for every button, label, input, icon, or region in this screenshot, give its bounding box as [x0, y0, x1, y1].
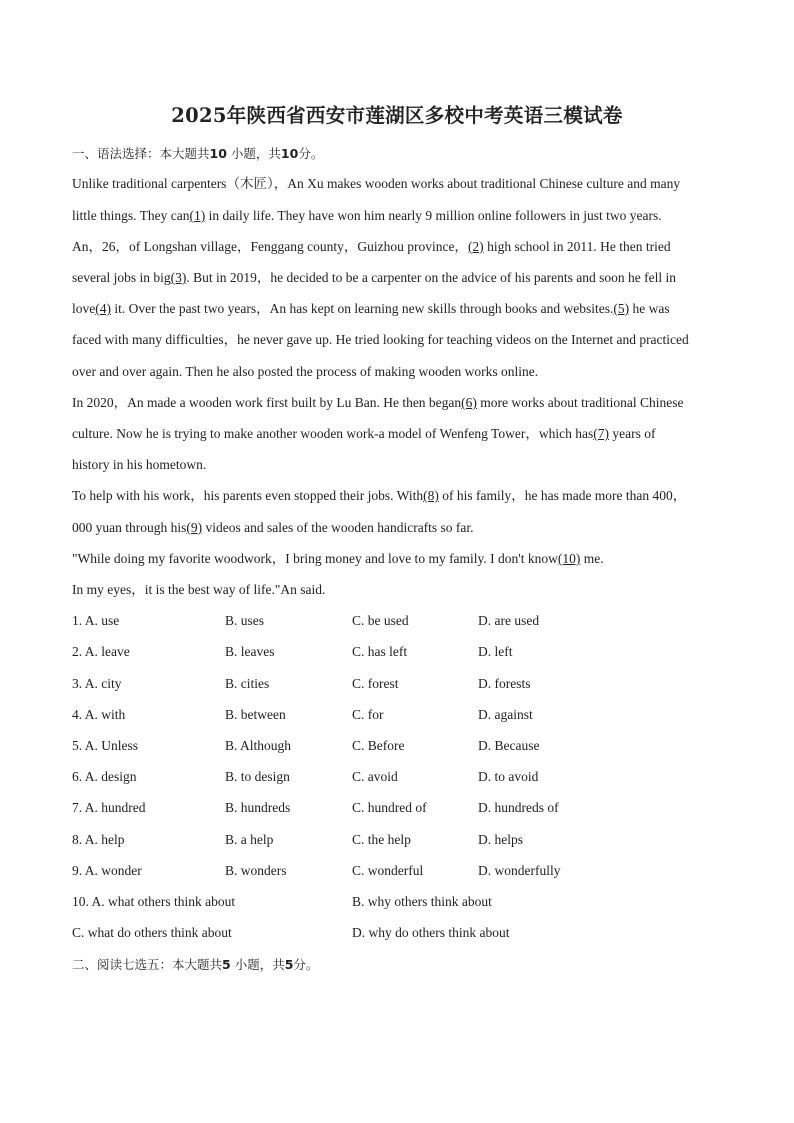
question-5-options	[72, 736, 722, 756]
question-2-options	[72, 642, 722, 662]
option-b: B. wonders	[225, 863, 287, 878]
question-7-options	[72, 798, 722, 818]
passage-line-9	[72, 424, 714, 444]
passage-line-14: In my eyes，it is the best way of life."An said.	[72, 582, 326, 597]
option-b: B. hundreds	[225, 800, 291, 815]
option-c: C. wonderful	[352, 863, 424, 878]
question-3-options	[72, 674, 722, 694]
passage-text: "While doing my favorite woodwork，I bring money and love to my family. I don't know	[72, 551, 558, 566]
passage-line-7: over and over again. Then he also posted the process of making wooden works online.	[72, 364, 539, 379]
passage-text: it. Over the past two years，An has kept on learning new skills through books and websites.	[111, 301, 614, 316]
blank-6: (6)	[461, 395, 477, 410]
option-d: D. hundreds of	[478, 800, 559, 815]
option-d: D. to avoid	[478, 769, 539, 784]
passage-line-8	[72, 393, 714, 413]
passage-line-6: faced with many difficulties，he never gave up. He tried looking for teaching videos on the Internet and practiced	[72, 332, 689, 347]
option-d: D. left	[478, 644, 513, 659]
option-a: 9. A. wonder	[72, 863, 142, 878]
passage-text: An，26，of Longshan village，Fenggang county，Guizhou province，	[72, 239, 468, 254]
option-a: 10. A. what others think about	[72, 894, 236, 909]
option-b: B. cities	[225, 676, 270, 691]
section-1-heading-suffix: 分。	[298, 146, 324, 161]
section-1-heading-prefix: 一、语法选择：本大题共	[72, 146, 210, 161]
option-b: B. uses	[225, 613, 265, 628]
option-a: 6. A. design	[72, 769, 137, 784]
passage-text: several jobs in big	[72, 270, 171, 285]
blank-5: (5)	[613, 301, 630, 316]
section-1-heading	[72, 144, 323, 164]
blank-4: (4)	[95, 301, 111, 316]
passage-text: in daily life. They have won him nearly 9 million online followers in just two years.	[205, 208, 662, 223]
passage-text: of his family，he has made more than 400，	[438, 488, 687, 503]
blank-10: (10)	[557, 551, 581, 566]
option-a: 7. A. hundred	[72, 800, 146, 815]
option-c: C. hundred of	[352, 800, 427, 815]
passage-text: videos and sales of the wooden handicrafts so far.	[202, 520, 474, 535]
passage-text: To help with his work，his parents even stopped their jobs. With	[72, 488, 424, 503]
option-d: D. wonderfully	[478, 863, 561, 878]
option-d: D. are used	[478, 613, 540, 628]
passage-text: years of	[608, 426, 656, 441]
option-d: D. against	[478, 707, 533, 722]
passage-line-3	[72, 237, 714, 257]
passage-line-1: Unlike traditional carpenters（木匠），An Xu makes wooden works about traditional Chinese culture and many	[72, 176, 681, 191]
option-d: D. helps	[478, 832, 523, 847]
option-b: B. Although	[225, 738, 292, 753]
passage-line-12	[72, 518, 714, 538]
blank-7: (7)	[593, 426, 609, 441]
passage-line-13	[72, 549, 714, 569]
option-c: C. what do others think about	[72, 925, 232, 940]
option-c: C. has left	[352, 644, 408, 659]
option-c: C. avoid	[352, 769, 398, 784]
passage-text: In 2020，An made a wooden work first built by Lu Ban. He then began	[72, 395, 462, 410]
option-c: C. forest	[352, 676, 399, 691]
section-2-heading-mid: 小题，共	[234, 957, 285, 972]
passage-text: love	[72, 301, 96, 316]
section-1-score: 10	[280, 146, 299, 161]
option-a: 1. A. use	[72, 613, 120, 628]
option-a: 2. A. leave	[72, 644, 130, 659]
section-2-question-count: 5	[222, 957, 231, 972]
option-d: D. why do others think about	[352, 925, 510, 940]
question-10-options-row-2	[72, 923, 722, 943]
passage-text: culture. Now he is trying to make another wooden work-a model of Wenfeng Tower，which has	[72, 426, 594, 441]
question-10-options-row-1	[72, 892, 722, 912]
blank-2: (2)	[467, 239, 484, 254]
exam-title: 2025年陕西省西安市莲湖区多校中考英语三模试卷	[171, 104, 623, 127]
option-b: B. a help	[225, 832, 274, 847]
option-c: C. Before	[352, 738, 405, 753]
passage-line-5	[72, 299, 714, 319]
passage-text: me.	[580, 551, 604, 566]
question-9-options	[72, 861, 722, 881]
question-8-options	[72, 830, 722, 850]
passage-text: . But in 2019，he decided to be a carpenter on the advice of his parents and soon he fell in	[186, 270, 676, 285]
section-2-heading-prefix: 二、阅读七选五：本大题共	[72, 957, 223, 972]
section-2-heading-suffix: 分。	[293, 957, 319, 972]
option-a: 5. A. Unless	[72, 738, 139, 753]
option-c: C. be used	[352, 613, 409, 628]
option-c: C. for	[352, 707, 384, 722]
option-a: 4. A. with	[72, 707, 126, 722]
passage-line-4	[72, 268, 714, 288]
blank-3: (3)	[170, 270, 187, 285]
option-a: 8. A. help	[72, 832, 125, 847]
question-1-options	[72, 611, 722, 631]
passage-line-10: history in his hometown.	[72, 457, 207, 472]
option-b: B. leaves	[225, 644, 275, 659]
passage-line-2	[72, 206, 714, 226]
passage-line-11	[72, 486, 714, 506]
option-b: B. to design	[225, 769, 290, 784]
blank-1: (1)	[189, 208, 206, 223]
option-d: D. Because	[478, 738, 540, 753]
option-a: 3. A. city	[72, 676, 122, 691]
passage-text: 000 yuan through his	[72, 520, 187, 535]
passage-text: little things. They can	[72, 208, 190, 223]
option-b: B. why others think about	[352, 894, 492, 909]
passage-text: he was	[629, 301, 670, 316]
option-d: D. forests	[478, 676, 531, 691]
question-6-options	[72, 767, 722, 787]
section-2-heading	[72, 955, 318, 975]
section-1-question-count: 10	[209, 146, 227, 161]
option-c: C. the help	[352, 832, 411, 847]
passage-text: more works about traditional Chinese	[476, 395, 684, 410]
question-4-options	[72, 705, 722, 725]
passage-text: high school in 2011. He then tried	[483, 239, 671, 254]
section-1-heading-mid: 小题，共	[230, 146, 281, 161]
blank-9: (9)	[186, 520, 203, 535]
option-b: B. between	[225, 707, 286, 722]
section-2-score: 5	[284, 957, 294, 972]
blank-8: (8)	[423, 488, 439, 503]
